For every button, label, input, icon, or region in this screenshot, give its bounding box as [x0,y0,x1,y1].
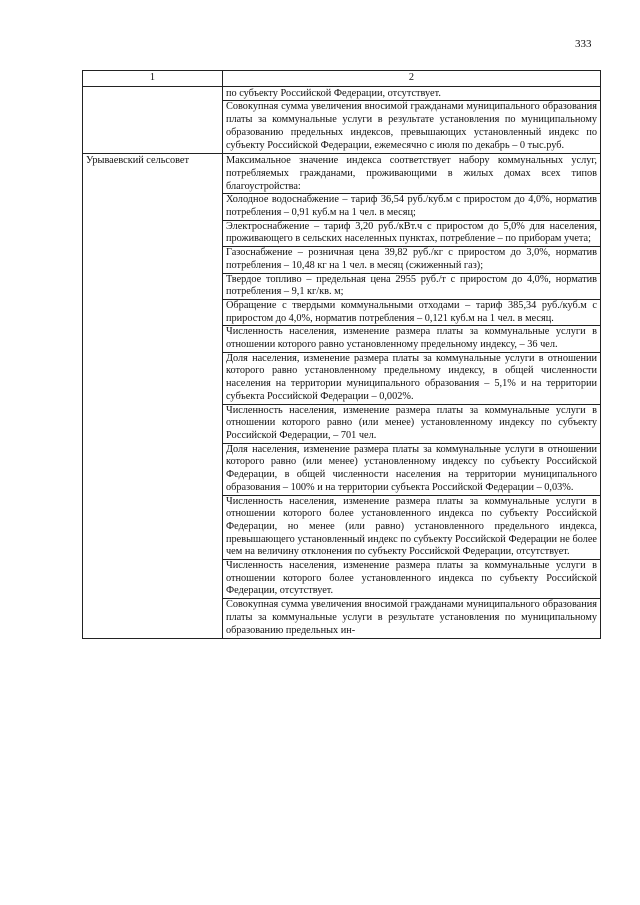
table-header-row [83,71,601,87]
document-table [82,70,601,639]
municipality-cell: Урываевский сельсовет [83,154,223,639]
paragraph: Совокупная сумма увеличения вносимой гражданами муниципального образования платы за коммунальные услуги в результате установления по муниципальному образованию предельных индексов, превышающих установленный индекс по субъекту Российской Федерации, ежемесячно с июля по декабрь – 0 тыс.руб. [223,100,600,152]
description-cell [223,154,601,639]
column-header-1: 1 [83,71,223,87]
paragraph: Совокупная сумма увеличения вносимой гражданами муниципального образования платы за коммунальные услуги в результате установления по муниципальному образованию предельных ин- [223,598,600,637]
table-body [83,86,601,639]
page-number: 333 [575,38,592,50]
paragraph: Газоснабжение – розничная цена 39,82 руб./кг с приростом до 3,0%, норматив потребления – 10,48 кг на 1 чел. в месяц (сжиженный газ); [223,246,600,272]
paragraph: Доля населения, изменение размера платы за коммунальные услуги в отношении которого равно установленному предельному индексу, в общей численности населения на территории муниципального образования – 5,1% и на территории субъекта Российской Федерации – 0,002%. [223,352,600,404]
paragraph: Численность населения, изменение размера платы за коммунальные услуги в отношении которого более установленного индекса по субъекту Российской Федерации, но менее (или равно) установленного предельного индекса, превышающего установленный индекс по субъекту Российской Федерации не более чем на величину отклонения по субъекту Российской Федерации, отсутствует. [223,495,600,560]
paragraph: Доля населения, изменение размера платы за коммунальные услуги в отношении которого равно (или менее) установленному индексу по субъекту Российской Федерации, в общей численности населения на территории муниципального образования – 100% и на территории субъекта Российской Федерации – 0,03%. [223,443,600,495]
paragraph: Холодное водоснабжение – тариф 36,54 руб./куб.м с приростом до 4,0%, норматив потребления – 0,91 куб.м на 1 чел. в месяц; [223,193,600,219]
paragraph: Электроснабжение – тариф 3,20 руб./кВт.ч с приростом до 5,0% для населения, проживающего в сельских населенных пунктах, потребление – по приборам учета; [223,220,600,246]
paragraph: Обращение с твердыми коммунальными отходами – тариф 385,34 руб./куб.м с приростом до 4,0%, норматив потребления – 0,121 куб.м на 1 чел. в месяц. [223,299,600,325]
paragraph: Максимальное значение индекса соответствует набору коммунальных услуг, потребляемых гражданами, проживающими в жилых домах всех типов благоустройства: [226,155,597,192]
column-header-2: 2 [223,71,601,87]
table-row [83,154,601,639]
paragraph: Численность населения, изменение размера платы за коммунальные услуги в отношении которого равно установленному предельному индексу, – 36 чел. [223,325,600,351]
municipality-cell [83,86,223,154]
paragraph: Численность населения, изменение размера платы за коммунальные услуги в отношении которого более установленного индекса по субъекту Российской Федерации, отсутствует. [223,559,600,598]
table-row [83,86,601,154]
description-cell [223,86,601,154]
paragraph: по субъекту Российской Федерации, отсутствует. [226,87,441,99]
paragraph: Численность населения, изменение размера платы за коммунальные услуги в отношении которого равно (или менее) установленному индексу по субъекту Российской Федерации, – 701 чел. [223,404,600,443]
paragraph: Твердое топливо – предельная цена 2955 руб./т с приростом до 4,0%, норматив потребления – 9,1 кг/кв. м; [223,273,600,299]
